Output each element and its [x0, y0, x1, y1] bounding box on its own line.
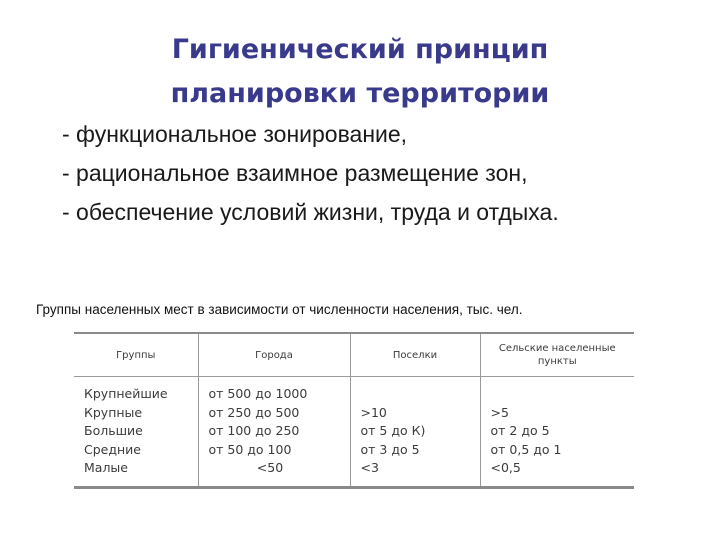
bullet-item: - обеспечение условий жизни, труда и отдыха.: [62, 199, 559, 225]
table-header-row: [74, 334, 634, 377]
title-line-2: планировки территории: [170, 78, 550, 109]
bullet-item: - рациональное взаимное размещение зон,: [62, 160, 528, 186]
villages-value: от 2 до 5: [490, 423, 550, 439]
group-name: Крупные: [84, 404, 143, 420]
blank-line: [491, 385, 635, 404]
cities-value: от 100 до 250: [208, 423, 300, 439]
table-row: [74, 377, 634, 487]
column-header: Поселки: [350, 334, 480, 377]
cities-value: от 250 до 500: [208, 404, 300, 420]
villages-value: >5: [490, 404, 509, 420]
villages-value: от 0,5 до 1: [490, 441, 562, 457]
towns-value: >10: [360, 404, 387, 420]
cities-value: <50: [256, 460, 284, 476]
towns-value: <3: [360, 460, 379, 476]
cities-value: от 500 до 1000: [208, 386, 308, 401]
table-caption: Группы населенных мест в зависимости от численности населения, тыс. чел.: [36, 302, 523, 317]
group-name: Крупнейшие: [84, 386, 168, 401]
villages-column: [480, 377, 634, 487]
towns-column: [350, 377, 480, 487]
bullet-list: [62, 118, 712, 235]
blank-line: [361, 385, 480, 404]
page-title: [0, 28, 720, 116]
column-header: Сельские населенные пункты: [480, 334, 634, 377]
cities-value: от 50 до 100: [208, 441, 292, 457]
group-name: Большие: [84, 423, 143, 439]
groups-column: [74, 377, 198, 487]
settlement-groups-table: [74, 332, 634, 489]
villages-value: <0,5: [490, 460, 521, 476]
title-line-1: Гигиенический принцип: [171, 34, 549, 65]
towns-value: от 3 до 5: [360, 441, 420, 457]
bullet-item: - функциональное зонирование,: [62, 121, 408, 147]
cities-column: [198, 377, 350, 487]
group-name: Средние: [84, 441, 141, 457]
column-header: Города: [198, 334, 350, 377]
group-name: Малые: [84, 460, 128, 476]
column-header: Группы: [74, 334, 198, 377]
towns-value: от 5 до К): [360, 423, 426, 439]
